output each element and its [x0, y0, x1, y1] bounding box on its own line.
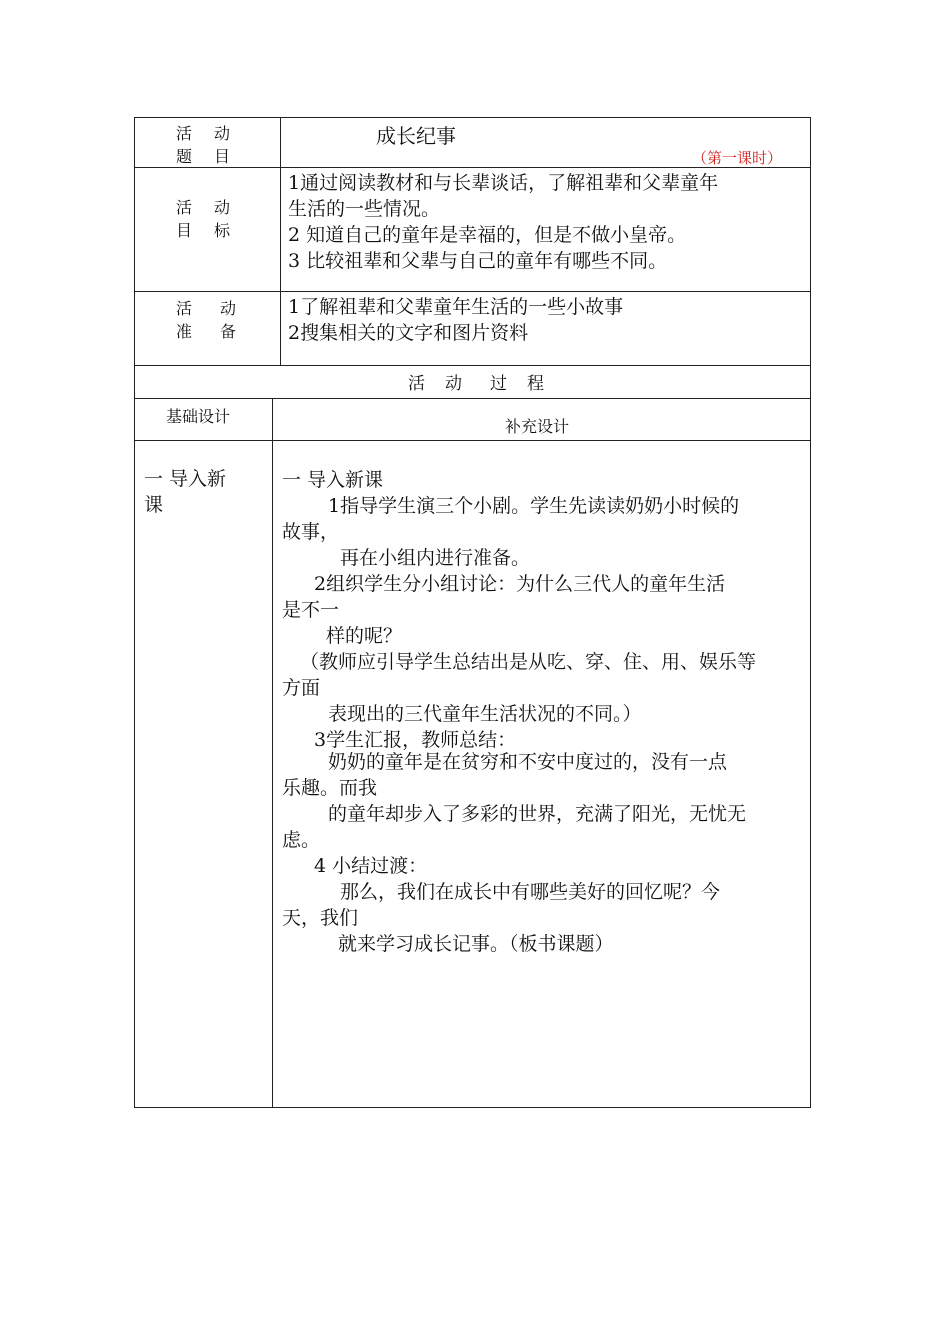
basic-design-line-2: 课 [144, 494, 164, 516]
prep-label: 活 动 准 备 [176, 299, 237, 341]
content-line: 那么，我们在成长中有哪些美好的回忆呢？今 [340, 881, 721, 903]
basic-design-header: 基础设计 [166, 407, 231, 426]
content-line: 的童年却步入了多彩的世界，充满了阳光，无忧无 [328, 803, 747, 825]
content-line: 是不一 [282, 599, 340, 621]
row-divider-columns [134, 440, 811, 441]
content-line: 天，我们 [282, 907, 359, 929]
content-line: 乐趣。而我 [282, 777, 378, 799]
extra-design-header: 补充设计 [505, 417, 570, 436]
row-divider-goal [134, 291, 811, 292]
content-line: 2组织学生分小组讨论：为什么三代人的童年生活 [314, 573, 726, 595]
content-line: 1指导学生演三个小剧。学生先读读奶奶小时候的 [328, 495, 740, 517]
goal-line-4: 3 比较祖辈和父辈与自己的童年有哪些不同。 [288, 250, 668, 272]
basic-design-line-1: 一 导入新 [144, 468, 227, 490]
table-left-border [134, 117, 135, 1107]
process-heading: 活 动 过 程 [408, 374, 544, 394]
activity-title: 成长纪事 [376, 124, 456, 148]
lesson-number: （第一课时） [692, 149, 783, 167]
row-divider-prep [134, 365, 811, 366]
table-bottom-border [134, 1107, 811, 1108]
content-line: 奶奶的童年是在贫穷和不安中度过的，没有一点 [328, 751, 728, 773]
content-line: 方面 [282, 677, 321, 699]
content-line: 一 导入新课 [282, 469, 384, 491]
goal-label: 活 动 目 标 [176, 198, 231, 240]
content-line: 表现出的三代童年生活状况的不同。） [328, 703, 642, 725]
goal-line-3: 2 知道自己的童年是幸福的，但是不做小皇帝。 [288, 224, 687, 246]
content-line: 4 小结过渡： [314, 855, 428, 877]
label-column-divider [280, 117, 281, 365]
content-line: 样的呢？ [326, 625, 403, 647]
content-line: 故事， [282, 521, 340, 543]
content-line: （教师应引导学生总结出是从吃、穿、住、用、娱乐等 [300, 651, 757, 673]
row-divider-process [134, 398, 811, 399]
table-right-border [810, 117, 811, 1107]
content-line: 就来学习成长记事。（板书课题） [338, 933, 614, 955]
content-line: 再在小组内进行准备。 [340, 547, 531, 569]
content-line: 3学生汇报，教师总结： [314, 729, 517, 751]
table-top-border [134, 117, 811, 118]
topic-label: 活 动 题 目 [176, 124, 231, 166]
basic-column-divider [272, 398, 273, 1107]
prep-line-2: 2搜集相关的文字和图片资料 [288, 322, 529, 344]
goal-line-1: 1通过阅读教材和与长辈谈话，了解祖辈和父辈童年 [288, 172, 719, 194]
goal-line-2: 生活的一些情况。 [288, 198, 441, 220]
content-line: 虑。 [282, 829, 321, 851]
prep-line-1: 1了解祖辈和父辈童年生活的一些小故事 [288, 296, 624, 318]
